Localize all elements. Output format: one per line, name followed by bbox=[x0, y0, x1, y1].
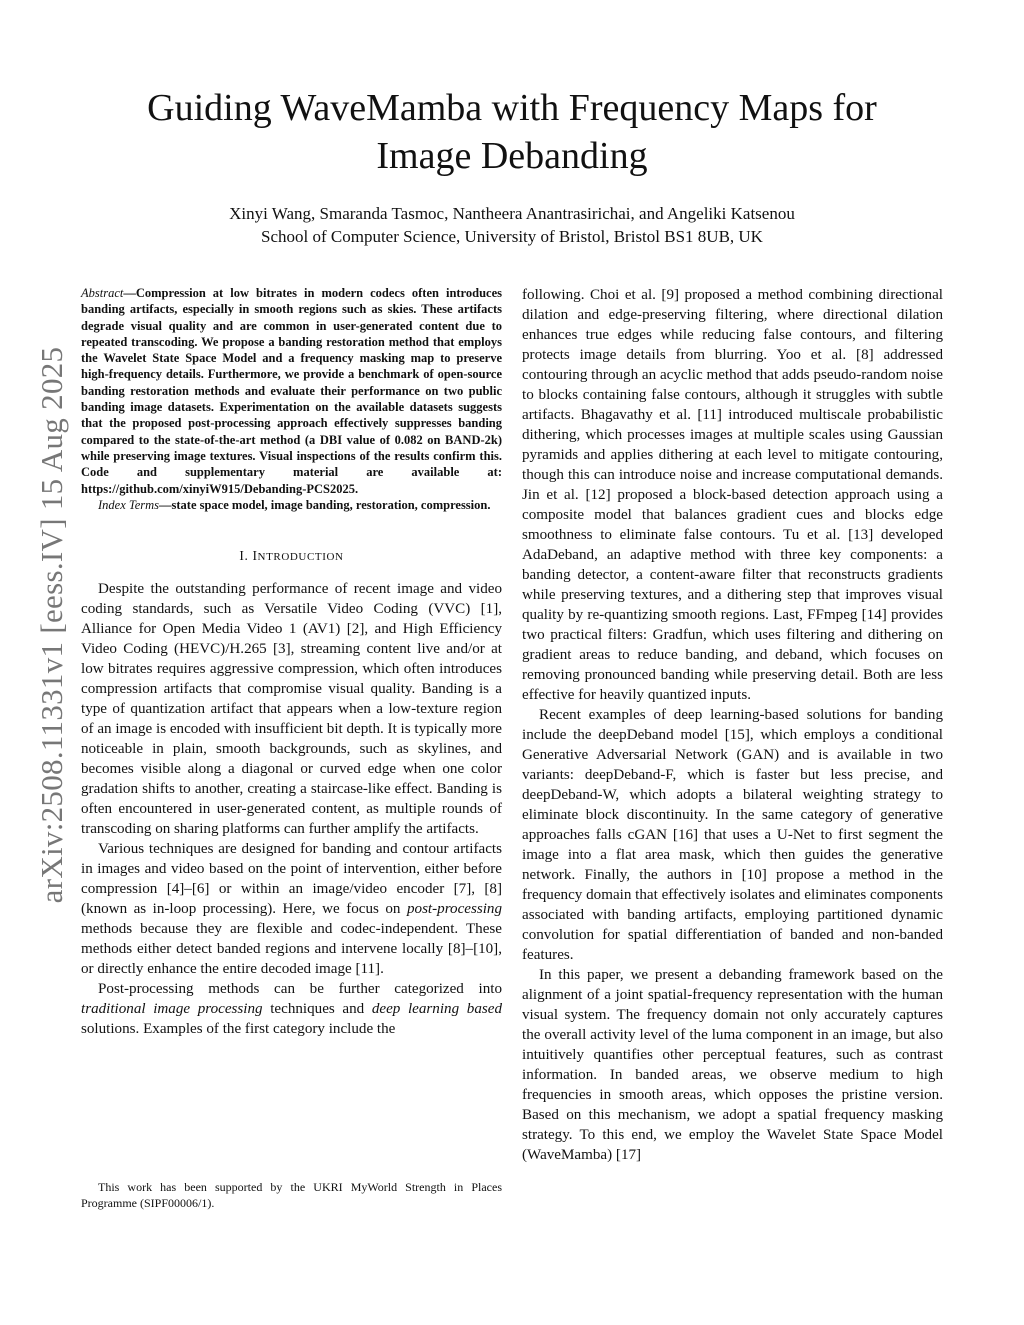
intro-p3-text-a: Post-processing methods can be further categorized into bbox=[98, 981, 502, 998]
intro-p2-text-a: Various techniques are designed for banding and contour artifacts in images and video based on the point of intervention, either before compression [4]–[6] or within an image/video encoder [7], [8] (known as in-loop processing). Here, we focus on bbox=[81, 841, 502, 918]
arxiv-identifier bbox=[30, 270, 74, 980]
funding-footnote: This work has been supported by the UKRI MyWorld Strength in Places Programme (SIPF00006/1). bbox=[81, 1180, 502, 1210]
title-line-2: Image Debanding bbox=[376, 135, 648, 177]
index-terms bbox=[81, 497, 502, 513]
affiliation: School of Computer Science, University of Bristol, Bristol BS1 8UB, UK bbox=[261, 227, 763, 246]
left-column bbox=[81, 285, 502, 1039]
author-list: Xinyi Wang, Smaranda Tasmoc, Nantheera Anantrasirichai, and Angeliki Katsenou bbox=[229, 204, 795, 223]
intro-p3-text-c: solutions. Examples of the first category include the bbox=[81, 1021, 396, 1038]
intro-paragraph-3 bbox=[81, 979, 502, 1039]
section-number: I. bbox=[239, 548, 253, 564]
section-title-rest: NTRODUCTION bbox=[257, 551, 344, 564]
intro-p3-text-b: techniques and bbox=[262, 1001, 372, 1018]
intro-p3-emphasis-1: traditional image processing bbox=[81, 1001, 263, 1018]
intro-p3-emphasis-2: deep learning based bbox=[371, 1001, 502, 1018]
right-paragraph-3: In this paper, we present a debanding framework based on the alignment of a joint spatial-frequency representation with the human visual system. The frequency domain not only accurately captures the overall activity level of the luma component in an image, but also intuitively quantifies other perceptual features, such as contrast information. In banded areas, we observe medium to high frequencies in smooth areas, which opposes the pristine version. Based on this mechanism, we adopt a spatial frequency masking strategy. To this end, we employ the Wavelet State Space Model (WaveMamba) [17] bbox=[522, 967, 943, 1163]
section-heading-introduction bbox=[81, 546, 502, 567]
title-line-1: Guiding WaveMamba with Frequency Maps for bbox=[147, 87, 877, 129]
abstract-label: Abstract bbox=[81, 286, 124, 300]
abstract bbox=[81, 285, 502, 497]
index-terms-label: Index Terms bbox=[98, 497, 159, 512]
paper-title bbox=[0, 84, 1024, 180]
intro-paragraph-2 bbox=[81, 839, 502, 979]
right-paragraph-1: following. Choi et al. [9] proposed a method combining directional dilation and edge-preserving filtering, where directional dilation enhances true edges while reducing false contours, and filtering protects image details from blurring. Yoo et al. [8] addressed contouring through an acyclic method that adds pseudo-random noise to blocks containing false contours, although it struggles with subtle artifacts. Bhagavathy et al. [11] introduced multiscale probabilistic dithering, which processes images at multiple scales using Gaussian pyramids and applies dithering at each level to mitigate contouring, though this can introduce noise and increase computational demands. Jin et al. [12] proposed a block-based detection approach using a composite model that balances gradient cues and blocks edge smoothness to eliminate false contours. Tu et al. [13] developed AdaDeband, an adaptive method with three key components: a banding detector, a content-aware filter that reconstructs gradients while preserving textures, and a dithering step that improves visual quality by re-quantizing smooth regions. Last, FFmpeg [14] provides two practical filters: Gradfun, which uses filtering and dithering on gradient areas to reduce banding, and deband, which focuses on removing pronounced banding while preserving detail. Both are less effective for heavily quantized inputs. bbox=[522, 287, 943, 703]
intro-p2-emphasis: post-processing bbox=[406, 901, 502, 918]
intro-paragraph-1: Despite the outstanding performance of recent image and video coding standards, such as Versatile Video Coding (VVC) [1], Alliance for Open Media Video 1 (AV1) [2], and High Efficiency Video Coding (HEVC)/H.265 [3], streaming content live and/or at low bitrates requires aggressive compression, which often introduces compression artifacts that compromise visual quality. Banding is a type of quantization artifact that appears when a low-texture region of an image is encoded with insufficient bit depth. It is typically more noticeable in plain, smooth backgrounds, such as skylines, and becomes visible along a diagonal or curved edge when one color gradation shifts to another, creating a staircase-like effect. Banding is often encountered in user-generated content, as multiple rounds of transcoding on sharing platforms can further amplify the artifacts. bbox=[81, 581, 502, 838]
section-initial: I bbox=[252, 548, 258, 564]
right-paragraph-2: Recent examples of deep learning-based solutions for banding include the deepDeband model [15], which employs a conditional Generative Adversarial Network (GAN) and is available in two variants: deepDeband-F, which is faster but less precise, and deepDeband-W, which adopts a bilateral weighting strategy to eliminate block discontinuity. In the same category of generative approaches falls cGAN [16] that uses a U-Net to first segment the image into a flat area mask, which then guides the generative network. Finally, the authors in [10] propose a method in the frequency domain that effectively isolates and eliminates components associated with banding artifacts, employing partitioned dynamic convolution for spatial differentiation of banded and non-banded features. bbox=[522, 707, 943, 963]
arxiv-identifier-text: arXiv:2508.11331v1 [eess.IV] 15 Aug 2025 bbox=[34, 346, 69, 904]
right-column bbox=[522, 285, 943, 1165]
abstract-text: —Compression at low bitrates in modern codecs often introduces banding artifacts, especially in smooth regions such as skies. These artifacts degrade visual quality and are common in user-generated content due to repeated transcoding. We propose a banding restoration method that employs the Wavelet State Space Model and a frequency masking map to preserve high-frequency details. Furthermore, we provide a benchmark of open-source banding restoration methods and evaluate their performance on two public banding image datasets. Experimentation on the available datasets suggests that the proposed post-processing approach effectively suppresses banding compared to the state-of-the-art method (a DBI value of 0.082 on BAND-2k) while preserving image textures. Visual inspections of the results confirm this. Code and supplementary material are available at: https://github.com/xinyiW915/Debanding-PCS2025. bbox=[81, 286, 502, 496]
intro-p2-text-b: methods because they are flexible and codec-independent. These methods either detect banded regions and intervene locally [8]–[10], or directly enhance the entire decoded image [11]. bbox=[81, 921, 502, 978]
index-terms-text: —state space model, image banding, restoration, compression. bbox=[159, 497, 491, 512]
